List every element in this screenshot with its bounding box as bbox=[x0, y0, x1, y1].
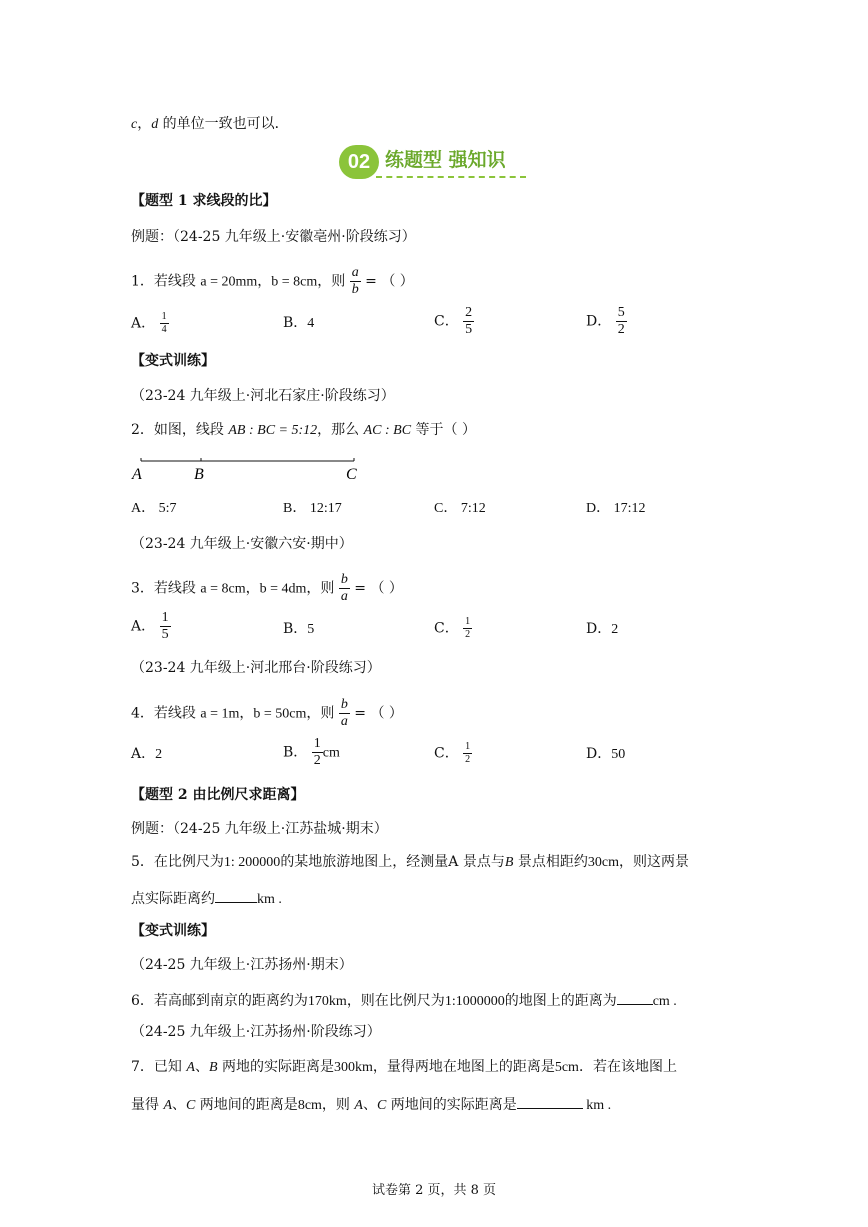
q5-dist: 30cm bbox=[587, 855, 619, 870]
q7-var-c2: C bbox=[376, 1098, 387, 1113]
frac-den: 2 bbox=[617, 322, 625, 337]
q1-a-eq: a = 20mm bbox=[200, 274, 258, 290]
q3-option-b[interactable] bbox=[283, 620, 314, 639]
q1-frac-num: a bbox=[351, 265, 359, 280]
question-5-line1 bbox=[131, 853, 689, 872]
q3-frac-num: b bbox=[340, 572, 348, 587]
option-fraction bbox=[463, 742, 472, 765]
q2-option-c[interactable]: C． 7:12 bbox=[434, 501, 486, 516]
example2-label: 例题：（24-25 九年级上·江苏盐城·期末） bbox=[131, 821, 388, 837]
q2-pre: 如图，线段 bbox=[153, 422, 229, 438]
option-value: 50 bbox=[611, 747, 626, 762]
type2-heading: 【题型 2 由比例尺求距离】 bbox=[131, 787, 305, 803]
q7-dist1: 300km bbox=[333, 1060, 373, 1075]
q1-post: ，则 bbox=[317, 273, 346, 290]
q5-scale: 1: 200000 bbox=[223, 855, 281, 870]
option-fraction bbox=[160, 312, 169, 335]
option-label: B． bbox=[283, 744, 308, 761]
q2-option-a[interactable]: A． 5:7 bbox=[131, 501, 177, 516]
q3-a-eq: a = 8cm bbox=[200, 581, 246, 597]
option-label: C． bbox=[434, 745, 459, 762]
q5-answer-blank[interactable] bbox=[215, 888, 257, 903]
q1-option-a[interactable] bbox=[131, 312, 169, 335]
frac-num: 1 bbox=[161, 311, 167, 322]
q1-option-c[interactable] bbox=[434, 306, 474, 337]
q3-fraction bbox=[339, 573, 350, 604]
q7-line2-pre: 量得 bbox=[131, 1097, 164, 1113]
q4-number: 4． bbox=[131, 705, 154, 722]
question-7-line2 bbox=[131, 1094, 611, 1115]
q1-pre: 若线段 bbox=[153, 273, 201, 290]
q3-number: 3． bbox=[131, 580, 154, 597]
option-label: B． bbox=[283, 621, 308, 637]
q7-answer-blank[interactable] bbox=[517, 1094, 583, 1109]
q7-dist2: 5cm bbox=[554, 1060, 579, 1075]
q4-source: （23-24 九年级上·河北邢台·阶段练习） bbox=[131, 660, 381, 676]
option-label: A． bbox=[131, 618, 156, 635]
q7-unit: km . bbox=[582, 1098, 612, 1113]
q2-option-d[interactable]: D． 17:12 bbox=[586, 501, 646, 516]
q6-source: （24-25 九年级上·江苏扬州·期末） bbox=[131, 957, 353, 973]
option-fraction bbox=[160, 611, 171, 642]
frac-den: 4 bbox=[161, 324, 167, 335]
q7-mid: 两地的实际距离是 bbox=[217, 1059, 334, 1075]
option-fraction bbox=[312, 737, 323, 768]
q1-tail: = （ ） bbox=[360, 273, 414, 290]
q6-mid: ，则在比例尺为 bbox=[346, 993, 445, 1009]
q7-number: 7． bbox=[131, 1059, 154, 1075]
question-2 bbox=[131, 421, 476, 440]
q7-sep2: 、 bbox=[172, 1097, 187, 1113]
option-label: A． bbox=[131, 746, 156, 762]
question-1 bbox=[131, 266, 414, 297]
q7-pre: 已知 bbox=[153, 1059, 187, 1075]
variant2-label: 【变式训练】 bbox=[131, 923, 215, 939]
q2-source: （23-24 九年级上·河北石家庄·阶段练习） bbox=[131, 388, 395, 404]
q5-post: 景点相距约 bbox=[513, 854, 588, 870]
q1-option-b[interactable] bbox=[283, 314, 314, 333]
q2-number: 2． bbox=[131, 422, 154, 438]
q7-var-a2: A bbox=[163, 1098, 173, 1113]
q6-scale: 1:1000000 bbox=[444, 994, 505, 1009]
var-d: d bbox=[151, 117, 159, 132]
q3-pre: 若线段 bbox=[153, 580, 201, 597]
section-underline bbox=[376, 176, 526, 178]
q1-b-eq: b = 8cm bbox=[271, 274, 318, 290]
option-label: C． bbox=[434, 313, 459, 330]
point-c-label: C bbox=[346, 466, 357, 483]
question-3 bbox=[131, 573, 403, 604]
q5-unit: km . bbox=[257, 892, 282, 907]
q1-frac-den: b bbox=[351, 282, 359, 297]
q3-option-c[interactable] bbox=[434, 617, 472, 640]
q4-option-d[interactable] bbox=[586, 745, 625, 764]
question-4 bbox=[131, 698, 403, 729]
option-value: 2 bbox=[155, 747, 163, 762]
question-5-line2 bbox=[131, 888, 282, 909]
frac-num: 5 bbox=[617, 305, 625, 320]
q2-mid: ，那么 bbox=[317, 422, 364, 438]
q5-tail: ，则这两景 bbox=[619, 854, 689, 870]
option-fraction bbox=[463, 306, 474, 337]
q3-mid: ， bbox=[245, 580, 260, 597]
q7-sep: 、 bbox=[194, 1059, 209, 1075]
option-label: D． bbox=[586, 621, 612, 637]
q4-post: ，则 bbox=[306, 705, 335, 722]
q4-tail: = （ ） bbox=[349, 705, 403, 722]
intro-text: 的单位一致也可以． bbox=[158, 116, 289, 132]
q5-mid: 的某地旅游地图上，经测量A 景点与 bbox=[280, 854, 505, 870]
q3-source: （23-24 九年级上·安徽六安·期中） bbox=[131, 536, 353, 552]
q7-dist3: 8cm bbox=[297, 1098, 322, 1113]
frac-den: 5 bbox=[161, 627, 169, 642]
q4-b-eq: b = 50cm bbox=[253, 706, 307, 722]
q1-number: 1． bbox=[131, 273, 154, 290]
q5-number: 5． bbox=[131, 854, 154, 870]
q6-dist: 170km bbox=[307, 994, 347, 1009]
q6-unit: cm . bbox=[652, 994, 677, 1009]
q7-var-a: A bbox=[186, 1060, 195, 1075]
option-label: A． bbox=[131, 315, 156, 332]
q7-line2-mid: 两地间的距离是 bbox=[195, 1097, 298, 1113]
page-footer: 试卷第 2 页，共 8 页 bbox=[371, 1183, 497, 1198]
point-b-label: B bbox=[194, 466, 204, 483]
q3-option-a[interactable] bbox=[131, 611, 171, 642]
q6-post: 的地图上的距离为 bbox=[504, 993, 617, 1009]
q7-post: ，量得两地在地图上的距离是 bbox=[372, 1059, 555, 1075]
q7-line2-mid3: 两地间的实际距离是 bbox=[386, 1097, 517, 1113]
q3-tail: = （ ） bbox=[349, 580, 403, 597]
q4-frac-den: a bbox=[340, 714, 348, 729]
frac-num: 1 bbox=[465, 616, 471, 627]
frac-num: 1 bbox=[313, 736, 321, 751]
frac-num: 1 bbox=[465, 741, 471, 752]
q6-number: 6． bbox=[131, 993, 154, 1009]
q5-pre: 在比例尺为 bbox=[153, 854, 224, 870]
q6-answer-blank[interactable] bbox=[617, 990, 653, 1005]
q2-tail: 等于（ ） bbox=[411, 422, 476, 438]
frac-num: 1 bbox=[161, 610, 169, 625]
option-label: D． bbox=[586, 313, 612, 330]
point-a-label: A bbox=[132, 466, 142, 483]
q3-b-eq: b = 4dm bbox=[259, 581, 307, 597]
example1-label: 例题：（24-25 九年级上·安徽亳州·阶段练习） bbox=[131, 229, 416, 245]
frac-num: 2 bbox=[465, 305, 473, 320]
question-6 bbox=[131, 990, 677, 1011]
q4-pre: 若线段 bbox=[153, 705, 201, 722]
q2-option-b[interactable]: B． 12:17 bbox=[283, 501, 342, 516]
section-number-badge: 02 bbox=[339, 145, 379, 179]
frac-den: 2 bbox=[465, 629, 471, 640]
q7-tail: ．若在该地图上 bbox=[578, 1059, 677, 1075]
q7-source: （24-25 九年级上·江苏扬州·阶段练习） bbox=[131, 1024, 381, 1040]
q6-pre: 若高邮到南京的距离约为 bbox=[153, 993, 308, 1009]
option-label: B． bbox=[283, 315, 308, 331]
frac-den: 2 bbox=[465, 754, 471, 765]
option-label: D． bbox=[586, 746, 612, 762]
option-value: 4 bbox=[307, 316, 315, 331]
q4-frac-num: b bbox=[340, 697, 348, 712]
option-fraction bbox=[463, 617, 472, 640]
var-c: c bbox=[131, 117, 138, 132]
q2-ratio1: AB : BC = 5:12 bbox=[228, 423, 318, 438]
separator: ， bbox=[137, 116, 152, 132]
intro-line bbox=[131, 115, 289, 134]
q3-option-d[interactable] bbox=[586, 620, 618, 639]
option-label: C． bbox=[434, 620, 459, 637]
q2-ratio2: AC : BC bbox=[363, 423, 412, 438]
q3-frac-den: a bbox=[340, 589, 348, 604]
question-7-line1 bbox=[131, 1058, 677, 1077]
variant1-label: 【变式训练】 bbox=[131, 353, 215, 369]
q7-var-c: C bbox=[186, 1098, 196, 1113]
option-fraction bbox=[616, 306, 627, 337]
q7-var-a3: A bbox=[354, 1098, 363, 1113]
section-title: 练题型 强知识 bbox=[385, 149, 506, 171]
q4-a-eq: a = 1m bbox=[200, 706, 240, 722]
option-value: 5 bbox=[307, 622, 315, 637]
type1-heading: 【题型 1 求线段的比】 bbox=[131, 193, 277, 209]
q4-option-a[interactable] bbox=[131, 745, 162, 764]
q7-line2-mid2: ，则 bbox=[321, 1097, 355, 1113]
q1-mid: ， bbox=[257, 273, 272, 290]
q4-fraction bbox=[339, 698, 350, 729]
q4-option-b[interactable] bbox=[283, 737, 340, 768]
option-value: 2 bbox=[611, 622, 619, 637]
q1-fraction bbox=[350, 266, 361, 297]
option-unit: cm bbox=[322, 745, 340, 761]
q2-segment-figure bbox=[128, 452, 368, 486]
q1-option-d[interactable] bbox=[586, 306, 627, 337]
q4-mid: ， bbox=[239, 705, 254, 722]
q5-var-b: B bbox=[504, 855, 514, 870]
q5-line2-pre: 点实际距离约 bbox=[131, 891, 215, 907]
q7-var-b: B bbox=[208, 1060, 218, 1075]
frac-den: 2 bbox=[313, 753, 321, 768]
q3-post: ，则 bbox=[306, 580, 335, 597]
q7-sep3: 、 bbox=[362, 1097, 377, 1113]
frac-den: 5 bbox=[465, 322, 473, 337]
q4-option-c[interactable] bbox=[434, 742, 472, 765]
